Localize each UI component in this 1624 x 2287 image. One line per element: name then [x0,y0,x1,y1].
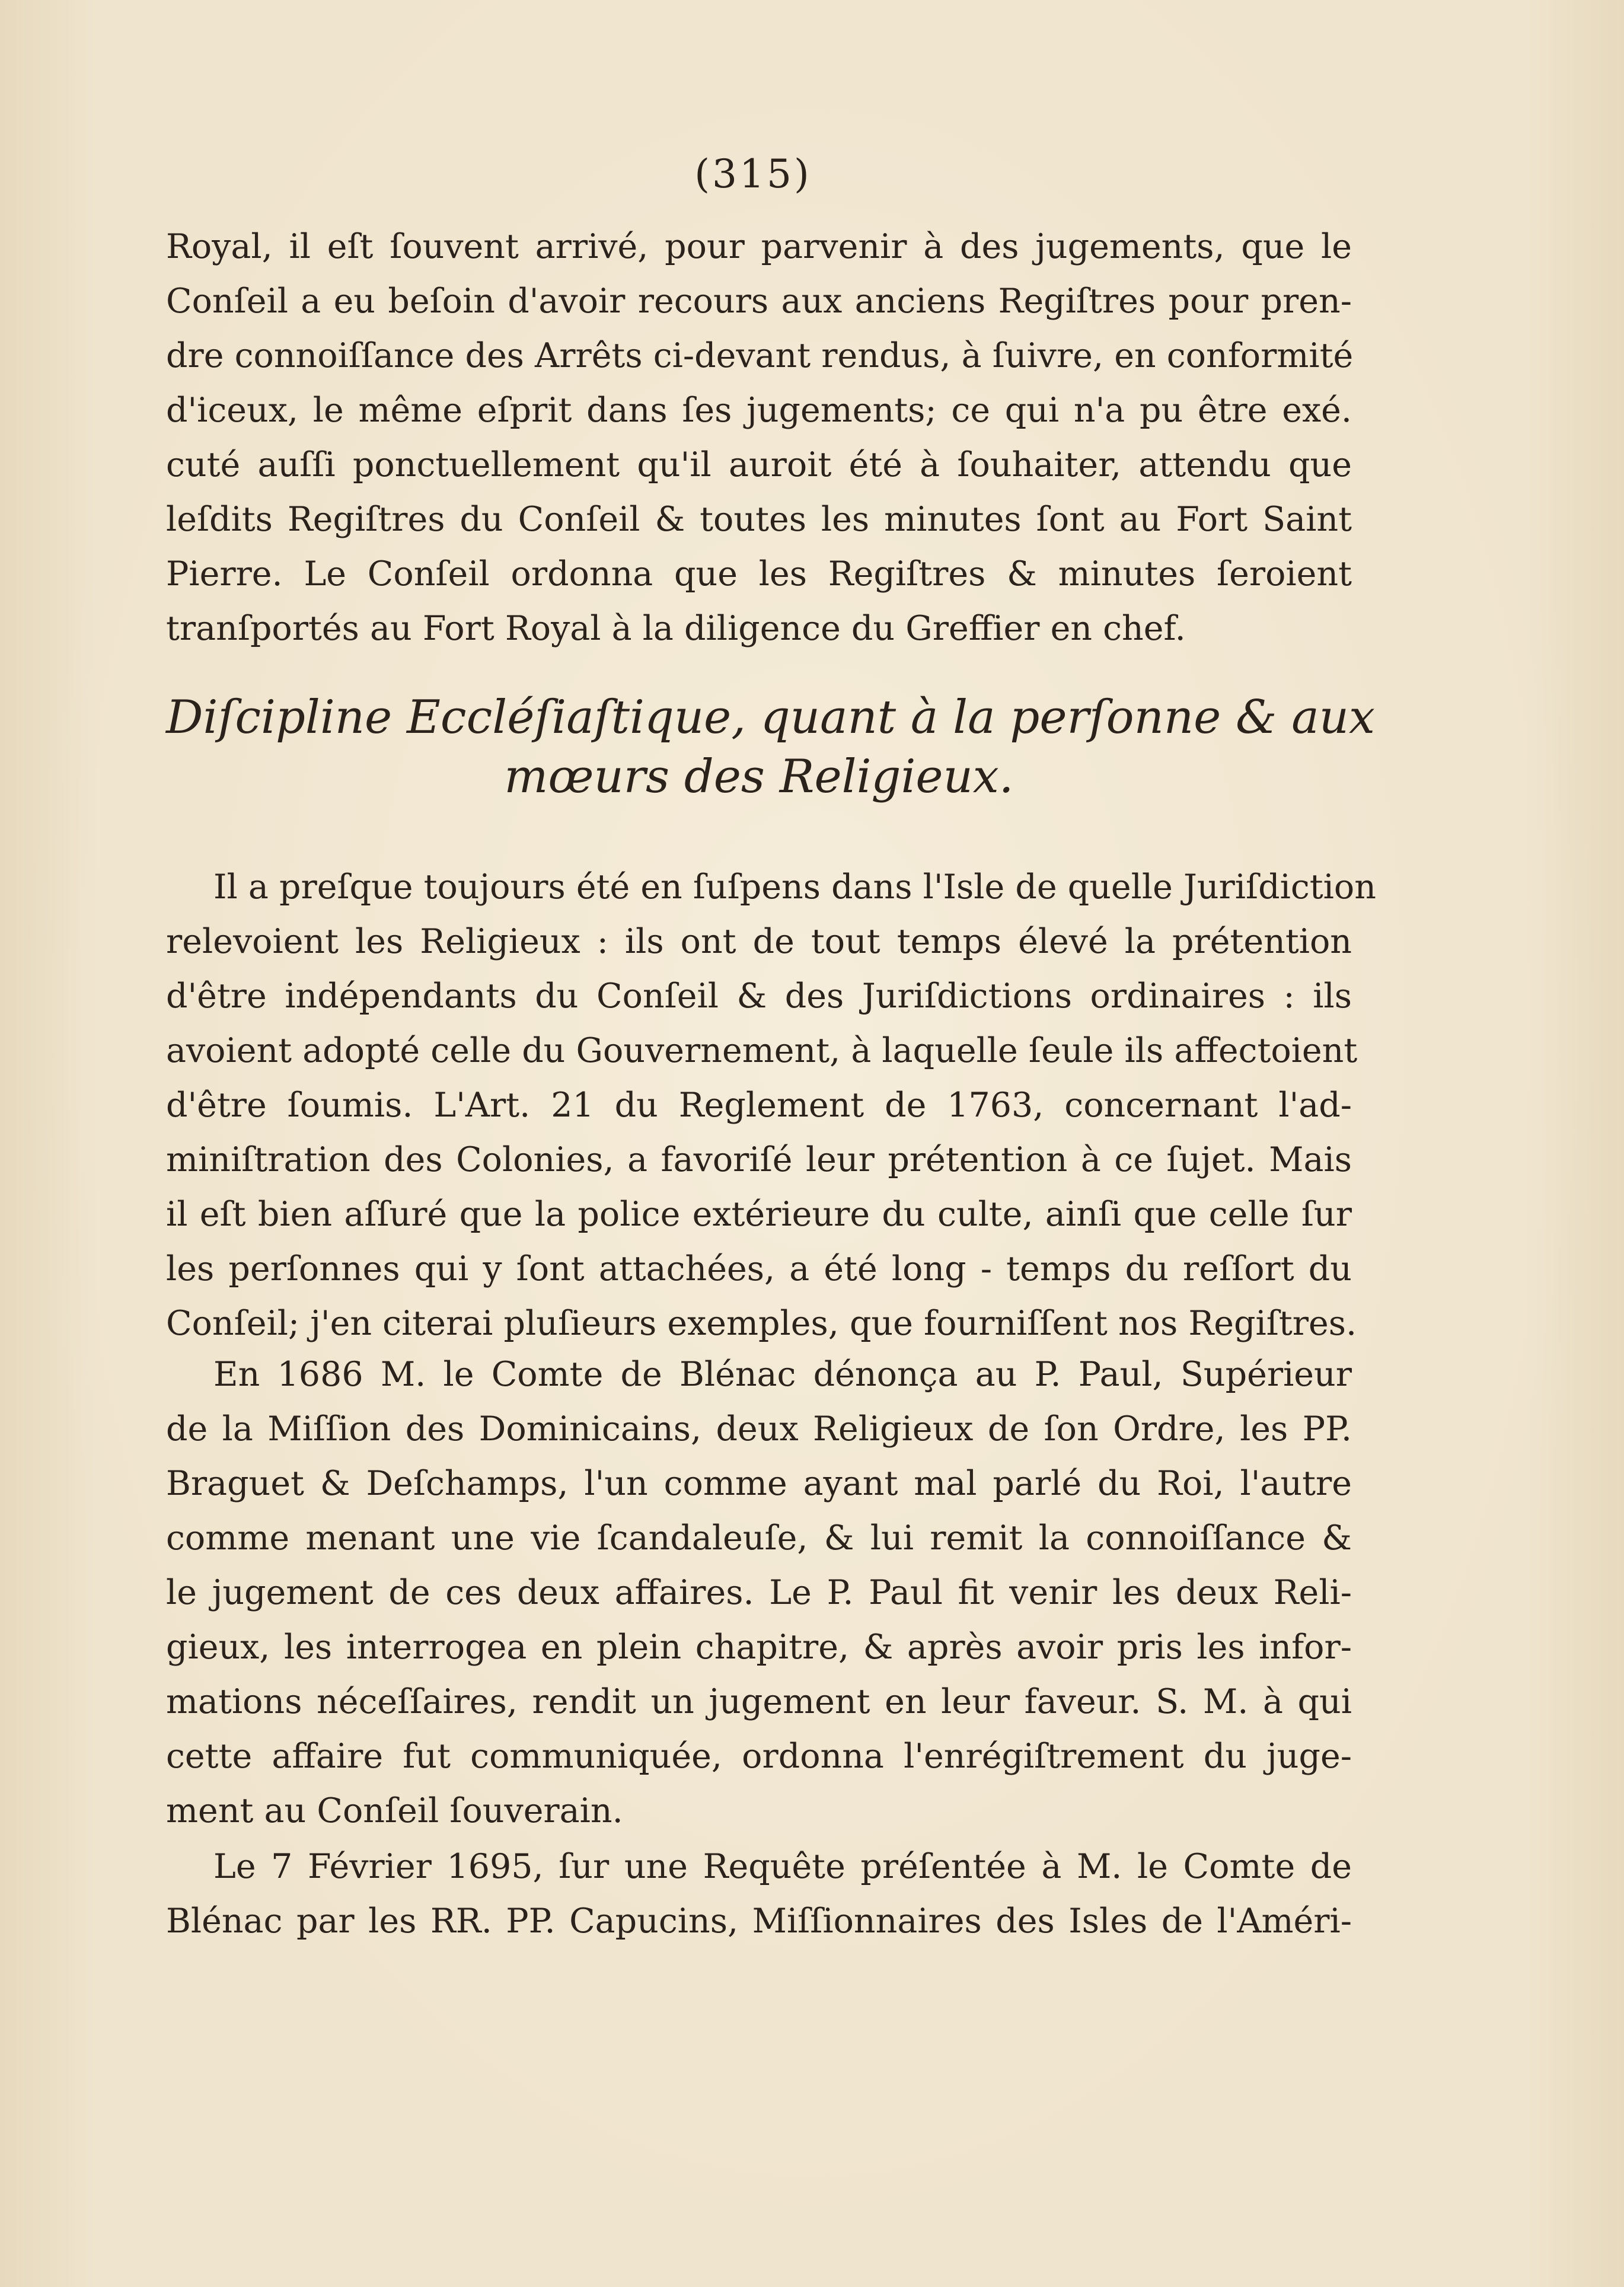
page-number: (315) [694,151,812,197]
continued-paragraph [166,219,1352,656]
text-line: d'être indépendants du Conſeil & des Juriſdictions ordinaires : ils [166,977,1352,1016]
text-line: gieux, les interrogea en plein chapitre, & après avoir pris les infor- [166,1628,1352,1667]
paragraph-1695 [166,1839,1352,1948]
text-line: dre connoiſſance des Arrêts ci-devant rendus, à ſuivre, en conformité [166,336,1354,375]
text-line: tranſportés au Fort Royal à la diligence du Greffier en chef. [166,609,1186,648]
text-line: Conſeil; j'en citerai pluſieurs exemples, que fourniſſent nos Regiſtres. [166,1304,1357,1343]
text-line: Blénac par les RR. PP. Capucins, Miſſionnaires des Isles de l'Améri- [166,1902,1352,1941]
text-line: comme menant une vie ſcandaleuſe, & lui remit la connoiſſance & [166,1519,1352,1558]
text-line: les perſonnes qui y ſont attachées, a été long - temps du reſſort du [166,1249,1352,1288]
text-line: d'être ſoumis. L'Art. 21 du Reglement de 1763, concernant l'ad- [166,1086,1352,1125]
text-line: Le 7 Février 1695, ſur une Requête préſentée à M. le Comte de [213,1847,1352,1886]
text-line: cuté auſſi ponctuellement qu'il auroit été à ſouhaiter, attendu que [166,445,1352,484]
text-line: Pierre. Le Conſeil ordonna que les Regiſtres & minutes ſeroient [166,554,1352,594]
paragraph-1686 [166,1347,1352,1838]
text-line: En 1686 M. le Comte de Blénac dénonça au P. Paul, Supérieur [213,1355,1352,1394]
text-line: avoient adopté celle du Gouvernement, à laquelle ſeule ils affectoient [166,1031,1358,1070]
text-line: cette affaire fut communiquée, ordonna l'enrégiſtrement du juge- [166,1737,1352,1776]
text-line: Braguet & Deſchamps, l'un comme ayant mal parlé du Roi, l'autre [166,1464,1352,1503]
text-line: leſdits Regiſtres du Conſeil & toutes les minutes ſont au Fort Saint [166,500,1352,539]
section-heading [166,688,1375,806]
text-line: il eſt bien aſſuré que la police extérieure du culte, ainſi que celle ſur [166,1195,1352,1234]
text-line: Conſeil a eu beſoin d'avoir recours aux anciens Regiſtres pour pren- [166,282,1352,321]
text-line: Il a preſque toujours été en ſuſpens dans l'Isle de quelle Juriſdiction [213,867,1376,907]
text-line: le jugement de ces deux affaires. Le P. Paul fit venir les deux Reli- [166,1573,1352,1612]
text-line: mations néceſſaires, rendit un jugement en leur faveur. S. M. à qui [166,1682,1352,1721]
section-heading-line: Diſcipline Eccléſiaſtique, quant à la perſonne & aux [166,691,1375,744]
section-heading-line: mœurs des Religieux. [504,750,1014,803]
text-line: miniſtration des Colonies, a favoriſé leur prétention à ce ſujet. Mais [166,1140,1352,1179]
text-line: ment au Conſeil ſouverain. [166,1791,623,1830]
text-line: d'iceux, le même eſprit dans ſes jugements; ce qui n'a pu être exé. [166,391,1352,430]
text-line: Royal, il eſt ſouvent arrivé, pour parvenir à des jugements, que le [166,227,1352,266]
text-line: de la Miſſion des Dominicains, deux Religieux de ſon Ordre, les PP. [166,1409,1352,1449]
paragraph-jurisdiction [166,860,1376,1351]
text-line: relevoient les Religieux : ils ont de tout temps élevé la prétention [166,922,1352,961]
